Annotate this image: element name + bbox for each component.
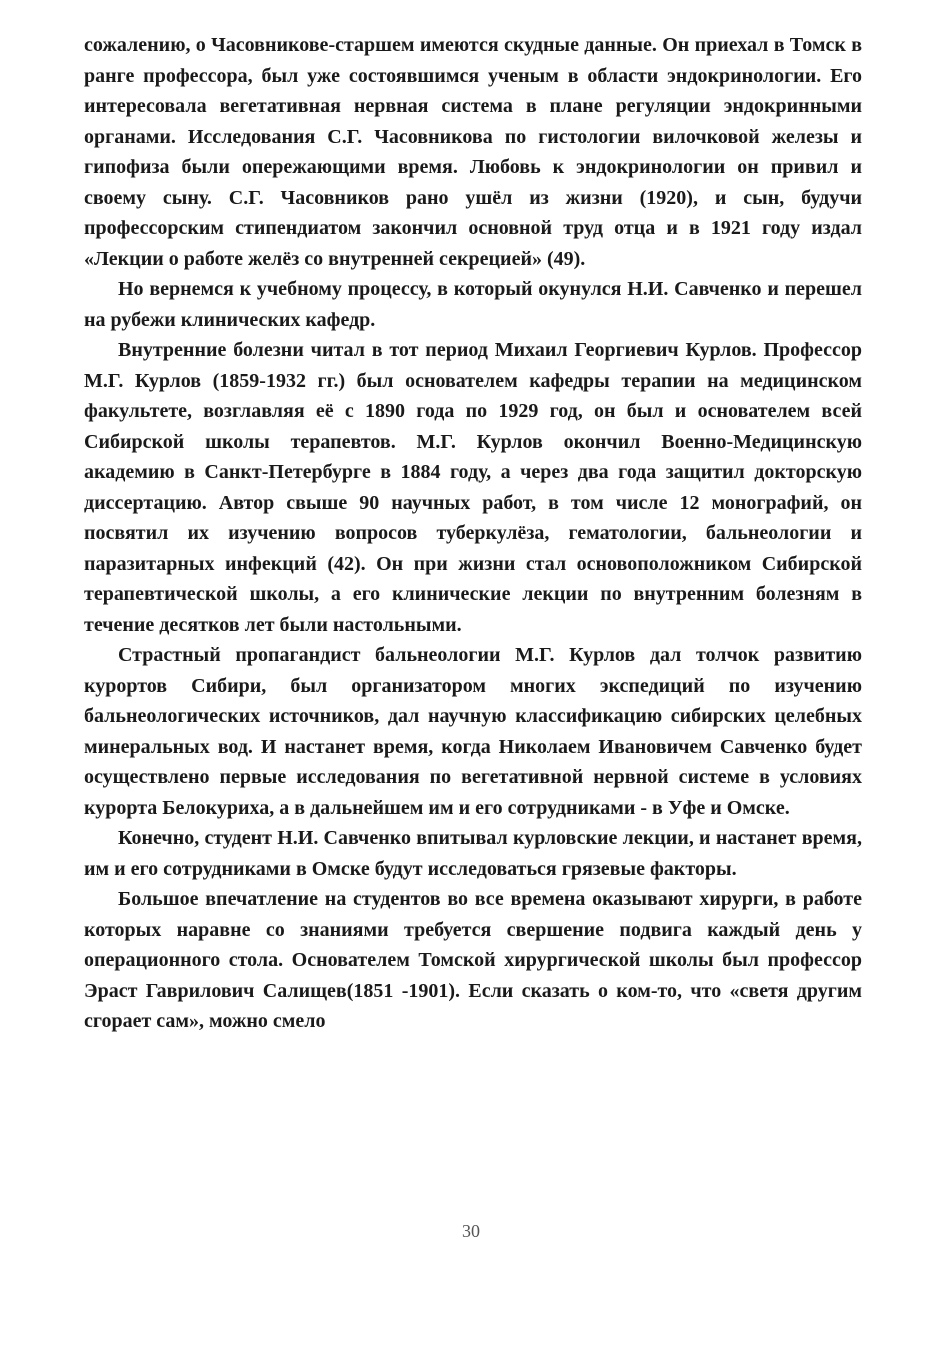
paragraph-4: Страстный пропагандист бальнеологии М.Г. Курлов дал толчок развитию курортов Сибири, был организатором многих экспедиций по изучению бальнеологических источников, дал научную классификацию сибирских целебных минеральных вод. И настанет время, когда Николаем Ивановичем Савченко будет осуществлено первые исследования по вегетативной нервной системе в условиях курорта Белокуриха, а в дальнейшем им и его сотрудниками - в Уфе и Омске. xyxy=(84,644,862,819)
paragraph-6: Большое впечатление на студентов во все времена оказывают хирурги, в работе которых наравне со знаниями требуется свершение подвига каждый день у операционного стола. Основателем Томской хирургической школы был профессор Эраст Гаврилович Салищев(1851 -1901). Если сказать о ком-то, что «светя другим сгорает сам», можно смело xyxy=(84,888,862,1032)
paragraph-5: Конечно, студент Н.И. Савченко впитывал курловские лекции, и настанет время, им и его сотрудниками в Омске будут исследоваться грязевые факторы. xyxy=(84,827,862,880)
paragraph-3: Внутренние болезни читал в тот период Михаил Георгиевич Курлов. Профессор М.Г. Курлов (1859-1932 гг.) был основателем кафедры терапии на медицинском факультете, возглавляя её с 1890 года по 1929 год, он был и основателем всей Сибирской школы терапевтов. М.Г. Курлов окончил Военно-Медицинскую академию в Санкт-Петербурге в 1884 году, а через два года защитил докторскую диссертацию. Автор свыше 90 научных работ, в том числе 12 монографий, он посвятил их изучению вопросов туберкулёза, гематологии, бальнеологии и паразитарных инфекций (42). Он при жизни стал основоположником Сибирской терапевтической школы, а его клинические лекции по внутренним болезням в течение десятков лет были настольными. xyxy=(84,339,862,636)
document-page xyxy=(84,30,862,1037)
paragraph-2: Но вернемся к учебному процессу, в который окунулся Н.И. Савченко и перешел на рубежи клинических кафедр. xyxy=(84,278,862,331)
paragraph-1: сожалению, о Часовникове-старшем имеются скудные данные. Он приехал в Томск в ранге профессора, был уже состоявшимся ученым в области эндокринологии. Его интересовала вегетативная нервная система в плане регуляции эндокринными органами. Исследования С.Г. Часовникова по гистологии вилочковой железы и гипофиза были опережающими время. Любовь к эндокринологии он привил и своему сыну. С.Г. Часовников рано ушёл из жизни (1920), и сын, будучи профессорским стипендиатом закончил основной труд отца и в 1921 году издал «Лекции о работе желёз со внутренней секрецией» (49). xyxy=(84,34,862,270)
page-number: 30 xyxy=(462,1221,480,1241)
